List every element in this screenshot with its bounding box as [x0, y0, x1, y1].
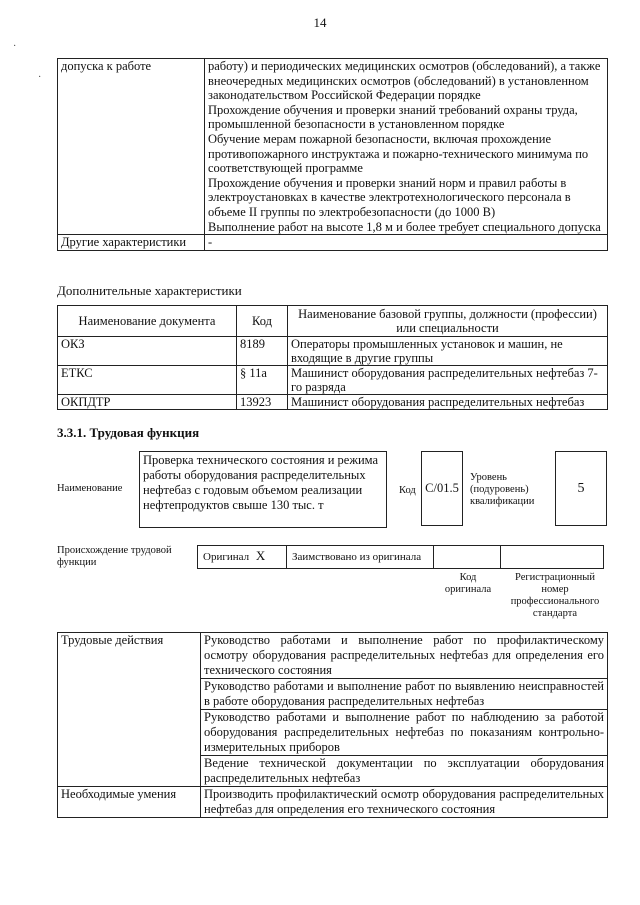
- doc-name: ОКПДТР: [58, 395, 237, 410]
- section-title: 3.3.1. Трудовая функция: [57, 425, 200, 440]
- requirement-item: Обучение мерам пожарной безопасности, включая прохождение противопожарного инструктажа и пожарно-технического минимума по соответствующей программе: [208, 131, 589, 176]
- requirement-item: Выполнение работ на высоте 1,8 м и более требует специального допуска: [208, 219, 601, 234]
- row-value: -: [205, 235, 608, 251]
- original-cell: [198, 546, 287, 569]
- original-mark: X: [255, 548, 266, 564]
- table-row: [58, 787, 608, 818]
- skill-item: Производить профилактический осмотр оборудования распределительных нефтебаз для определения его технического состояния: [201, 787, 608, 818]
- group-name: Машинист оборудования распределительных нефтебаз 7-го разряда: [288, 366, 608, 395]
- reg-number-cell: [501, 546, 604, 569]
- table-row: [58, 235, 608, 251]
- row-label: Трудовые действия: [58, 633, 201, 787]
- action-item: Ведение технической документации по эксплуатации оборудования распределительных нефтебаз: [201, 756, 608, 787]
- column-header: Код: [237, 306, 288, 337]
- table-row: [58, 366, 608, 395]
- requirement-item: Прохождение обучения и проверки знаний требований охраны труда, промышленной безопасности в установленном порядке: [208, 102, 578, 132]
- requirement-item: работу) и периодических медицинских осмотров (обследований), а также внеочередных медицинских осмотров (обследований) в установленном законодательством Российской Федерации порядке: [208, 59, 601, 103]
- origin-table: [197, 545, 604, 569]
- action-item: Руководство работами и выполнение работ по выявлению неисправностей в работе оборудования распределительных нефтебаз: [201, 679, 608, 710]
- group-name: Машинист оборудования распределительных нефтебаз: [288, 395, 608, 410]
- column-header: Наименование документа: [58, 306, 237, 337]
- additional-table: [57, 305, 608, 410]
- action-item: Руководство работами и выполнение работ по профилактическому осмотру оборудования распределительных нефтебаз для определения его технического состояния: [201, 633, 608, 679]
- table-row: [58, 59, 608, 235]
- group-name: Операторы промышленных установок и машин, не входящие в другие группы: [288, 337, 608, 366]
- page-number: 14: [313, 15, 327, 30]
- requirement-item: Прохождение обучения и проверки знаний норм и правил работы в электроустановках в качестве электротехнологического персонала в объеме II группы по электробезопасности (до 1000 В): [208, 175, 571, 219]
- requirements-table: [57, 58, 608, 251]
- doc-name: ОКЗ: [58, 337, 237, 366]
- origin-label: Происхождение трудовой функции: [57, 545, 172, 568]
- scan-mark: ·: [38, 72, 42, 83]
- level-value-box: 5: [555, 451, 607, 526]
- row-label: Необходимые умения: [58, 787, 201, 818]
- doc-code: 8189: [237, 337, 288, 366]
- scan-mark: ·: [13, 41, 17, 52]
- name-label: Наименование: [57, 483, 123, 494]
- table-row: [58, 633, 608, 679]
- table-row: [58, 395, 608, 410]
- reg-caption: Регистрационный номер профессионального стандарта: [510, 572, 600, 619]
- row-label: Другие характеристики: [58, 235, 205, 251]
- row-value: [205, 59, 608, 235]
- row-label: допуска к работе: [58, 59, 205, 235]
- doc-code: 13923: [237, 395, 288, 410]
- column-header: Наименование базовой группы, должности (профессии) или специальности: [288, 306, 608, 337]
- doc-name: ЕТКС: [58, 366, 237, 395]
- borrowed-label: Заимствовано из оригинала: [287, 546, 434, 569]
- code-caption: Код оригинала: [444, 572, 492, 595]
- code-label: Код: [399, 485, 416, 496]
- additional-heading: Дополнительные характеристики: [57, 283, 242, 298]
- actions-table: [57, 632, 608, 818]
- table-row: [198, 546, 604, 569]
- action-item: Руководство работами и выполнение работ по наблюдению за работой оборудования распределительных нефтебаз по показаниям контрольно-измерительных приборов: [201, 710, 608, 756]
- original-label: Оригинал: [203, 551, 250, 564]
- table-header-row: [58, 306, 608, 337]
- code-cell: [434, 546, 501, 569]
- level-label: Уровень (подуровень) квалификации: [470, 472, 535, 507]
- table-row: [58, 337, 608, 366]
- function-code-box: С/01.5: [421, 451, 463, 526]
- function-name-box: Проверка технического состояния и режима работы оборудования распределительных нефтебаз с годовым объемом реализации нефтепродуктов свыше 130 тыс. т: [139, 451, 387, 528]
- doc-code: § 11а: [237, 366, 288, 395]
